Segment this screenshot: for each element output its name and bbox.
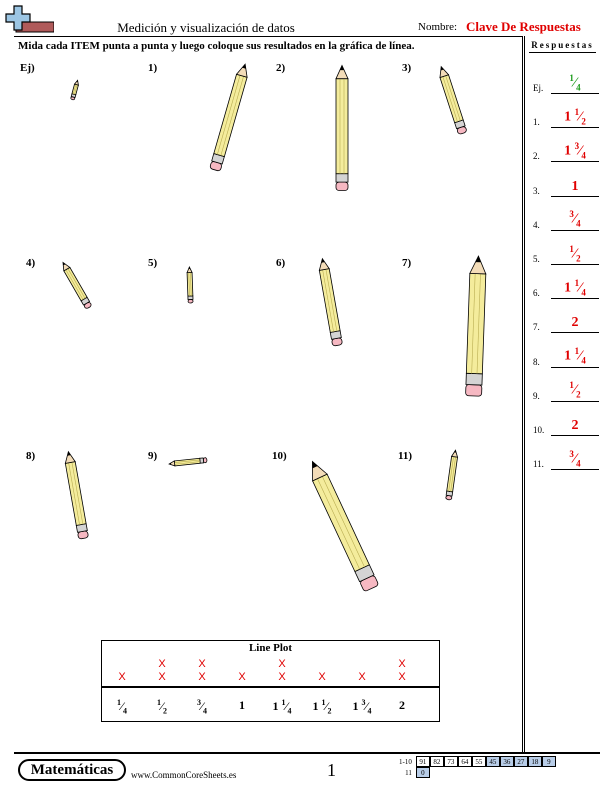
score-cell: 91 — [416, 756, 430, 767]
answer-line — [551, 367, 599, 368]
plus-logo-icon — [2, 4, 54, 34]
score-row — [397, 767, 556, 778]
answer-label: 2. — [533, 151, 540, 162]
name-label: Nombre: — [418, 21, 458, 33]
line-plot-tick-label: $^1⁄_2$ — [156, 698, 167, 716]
item-0 — [20, 62, 140, 242]
item-4 — [26, 257, 146, 437]
pencil-icon — [336, 66, 348, 191]
line-plot-tick-label: 2 — [399, 698, 405, 712]
item-label: 9) — [148, 450, 158, 462]
item-label: Ej) — [20, 62, 35, 74]
score-row-label: 1-10 — [399, 757, 412, 766]
answer-label: 11. — [533, 459, 544, 470]
pencil-drawing — [26, 450, 146, 630]
item-label: 4) — [26, 257, 36, 269]
item-label: 3) — [402, 62, 412, 74]
pencil-drawing — [26, 257, 146, 437]
answer-value: $^1⁄_2$ — [569, 380, 581, 400]
footer-divider — [14, 752, 600, 754]
pencil-drawing — [276, 62, 396, 242]
answer-row — [533, 448, 599, 470]
pencil-icon — [437, 65, 467, 134]
line-plot-x-mark: X — [398, 671, 406, 683]
score-cell: 36 — [500, 756, 514, 767]
answer-line — [551, 298, 599, 299]
answer-line — [551, 401, 599, 402]
pencil-drawing — [398, 450, 518, 630]
answer-line — [551, 264, 599, 265]
answer-row — [533, 277, 599, 299]
score-cell: 9 — [542, 756, 556, 767]
line-plot-tick-label: 1 $^3⁄_4$ — [352, 698, 372, 716]
answer-value: $^3⁄_4$ — [569, 209, 581, 229]
answer-label: Ej. — [533, 83, 544, 93]
answer-row — [533, 72, 599, 94]
pencil-icon — [187, 267, 193, 303]
answer-label: 10. — [533, 425, 545, 435]
score-cell: 73 — [444, 756, 458, 767]
answer-row — [533, 209, 599, 231]
score-row — [397, 756, 556, 767]
answer-value: $^1⁄_2$ — [569, 243, 581, 263]
item-label: 5) — [148, 257, 158, 269]
pencil-icon — [466, 256, 487, 396]
item-10 — [272, 450, 392, 630]
pencil-drawing — [272, 450, 392, 630]
item-6 — [276, 257, 396, 437]
answer-label: 7. — [533, 322, 540, 333]
line-plot-tick-label: 1 — [239, 698, 245, 712]
item-label: 6) — [276, 257, 286, 269]
answer-line — [551, 332, 599, 333]
answer-value: 1 $^3⁄_4$ — [564, 140, 586, 161]
pencil-icon — [169, 458, 207, 467]
answer-line — [551, 127, 599, 128]
line-plot-x-mark: X — [278, 671, 286, 683]
item-5 — [148, 257, 268, 437]
site-url: www.CommonCoreSheets.es — [131, 770, 237, 780]
line-plot-tick-label: 1 $^1⁄_2$ — [312, 698, 332, 716]
item-label: 10) — [272, 450, 287, 462]
line-plot-x-mark: X — [238, 671, 246, 683]
answer-value: 2 — [571, 418, 579, 433]
brand-badge: Matemáticas — [18, 759, 126, 781]
score-cell: 55 — [472, 756, 486, 767]
pencil-icon — [60, 261, 92, 310]
pencil-icon — [70, 80, 79, 100]
answer-line — [551, 93, 599, 94]
score-cell: 64 — [458, 756, 472, 767]
item-9 — [148, 450, 268, 630]
answer-value: $^3⁄_4$ — [569, 448, 581, 469]
page-title: Medición y visualización de datos — [117, 20, 295, 35]
score-table — [397, 756, 556, 778]
answer-row — [533, 106, 599, 128]
item-label: 7) — [402, 257, 412, 269]
item-label: 11) — [398, 450, 413, 462]
answer-label: 4. — [533, 219, 540, 230]
answer-row — [533, 175, 599, 197]
pencil-icon — [317, 258, 342, 346]
line-plot-x-mark: X — [358, 671, 366, 683]
answer-value: 1 — [571, 178, 579, 194]
answer-value: 1 $^1⁄_4$ — [564, 346, 586, 366]
pencil-drawing — [148, 257, 268, 437]
answer-row — [533, 414, 599, 436]
line-plot — [101, 640, 440, 722]
item-11 — [398, 450, 518, 630]
answer-label: 1. — [533, 117, 540, 128]
line-plot-axis — [102, 686, 439, 688]
pencil-icon — [210, 63, 251, 172]
header-divider — [14, 36, 522, 37]
score-cell: 0 — [416, 767, 430, 778]
answer-row — [533, 380, 599, 402]
answer-row — [533, 346, 599, 368]
item-label: 2) — [276, 62, 286, 74]
item-3 — [402, 62, 522, 242]
answer-row — [533, 311, 599, 333]
line-plot-x-mark: X — [278, 658, 286, 670]
line-plot-tick-label: 1 $^1⁄_4$ — [272, 698, 292, 716]
answer-label: 9. — [533, 390, 540, 401]
line-plot-title: Line Plot — [248, 642, 293, 654]
answer-row — [533, 243, 599, 265]
answers-header-divider — [529, 52, 596, 53]
page-number: 1 — [327, 760, 336, 780]
item-1 — [148, 62, 268, 242]
answer-value: 1 $^1⁄_2$ — [564, 106, 586, 127]
line-plot-tick-label: $^3⁄_4$ — [196, 698, 207, 716]
item-label: 1) — [148, 62, 158, 74]
pencil-icon — [305, 458, 379, 592]
answer-column — [522, 36, 600, 752]
item-7 — [402, 257, 522, 437]
line-plot-x-mark: X — [158, 671, 166, 683]
item-label: 8) — [26, 450, 36, 462]
score-cell: 45 — [486, 756, 500, 767]
score-cell: 82 — [430, 756, 444, 767]
answer-label: 8. — [533, 356, 540, 367]
answer-line — [551, 161, 599, 162]
score-cell: 27 — [514, 756, 528, 767]
answer-label: 3. — [533, 185, 540, 196]
item-2 — [276, 62, 396, 242]
name-value: Clave De Respuestas — [466, 19, 581, 34]
answer-value: $^1⁄_4$ — [569, 72, 581, 92]
answer-row — [533, 140, 599, 162]
pencil-icon — [63, 451, 88, 539]
answer-line — [551, 469, 599, 470]
pencil-drawing — [402, 62, 522, 242]
pencil-drawing — [20, 62, 140, 242]
answers-header: Respuestas — [531, 40, 594, 50]
item-8 — [26, 450, 146, 630]
answer-value: 1 $^1⁄_4$ — [564, 277, 586, 298]
answer-value: 2 — [571, 315, 579, 331]
line-plot-x-mark: X — [318, 671, 326, 683]
line-plot-x-mark: X — [158, 658, 166, 670]
pencil-drawing — [276, 257, 396, 437]
line-plot-x-mark: X — [198, 671, 206, 683]
line-plot-tick-label: $^1⁄_4$ — [116, 698, 127, 716]
answer-line — [551, 435, 599, 436]
line-plot-x-mark: X — [398, 658, 406, 670]
answer-label: 6. — [533, 288, 540, 299]
pencil-icon — [446, 450, 459, 500]
pencil-drawing — [402, 257, 522, 437]
pencil-drawing — [148, 62, 268, 242]
answer-line — [551, 196, 599, 197]
line-plot-x-mark: X — [118, 671, 126, 683]
score-cell: 18 — [528, 756, 542, 767]
pencil-drawing — [148, 450, 268, 630]
answer-line — [551, 230, 599, 231]
score-row-label: 11 — [405, 768, 412, 777]
answer-label: 5. — [533, 254, 540, 264]
instructions: Mida cada ITEM punta a punta y luego coloque sus resultados en la gráfica de línea. — [18, 40, 415, 52]
line-plot-x-mark: X — [198, 658, 206, 670]
